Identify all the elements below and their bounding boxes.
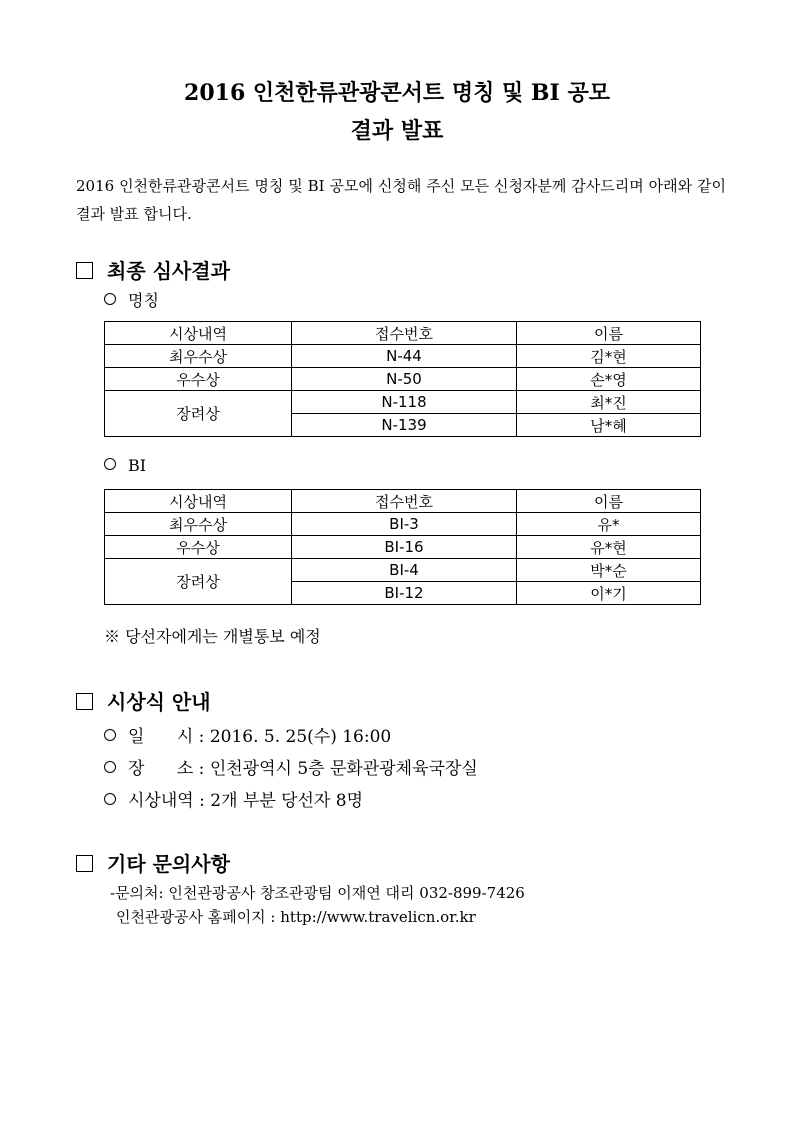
name-cell: 손*영 — [517, 368, 701, 391]
ceremony-place-line: 장 소 : 인천광역시 5층 문화관광체육국장실 — [104, 754, 478, 779]
intro-paragraph: 2016 인천한류관광콘서트 명칭 및 BI 공모에 신청해 주신 모든 신청자분께 감사드리며 아래와 같이 결과 발표 합니다. — [76, 177, 726, 223]
ceremony-date-value: 2016. 5. 25(수) 16:00 — [209, 727, 392, 747]
header-cell: 시상내역 — [105, 322, 292, 345]
table-header-row — [105, 490, 701, 513]
number-cell: N-44 — [292, 345, 517, 368]
section-inquiry — [76, 848, 230, 877]
square-bullet-icon — [76, 855, 93, 872]
table-row — [105, 391, 701, 414]
ceremony-awards-value: 2개 부분 당선자 8명 — [210, 791, 364, 811]
square-bullet-icon — [76, 262, 93, 279]
name-cell: 최*진 — [517, 391, 701, 414]
naming-results-table — [104, 321, 701, 437]
ceremony-awards-label: 시상내역 — [128, 791, 194, 811]
winner-notice: ※ 당선자에게는 개별통보 예정 — [104, 627, 321, 646]
ceremony-place-label: 장 소 — [128, 759, 194, 779]
homepage-line: 인천관광공사 홈페이지 : http://www.travelicn.or.kr — [116, 908, 476, 926]
award-cell: 장려상 — [105, 391, 292, 437]
table-row — [105, 345, 701, 368]
name-cell: 남*혜 — [517, 414, 701, 437]
page-subtitle: 결과 발표 — [350, 118, 444, 144]
name-cell: 유*현 — [517, 536, 701, 559]
table-header-row — [105, 322, 701, 345]
page-title: 2016 인천한류관광콘서트 명칭 및 BI 공모 — [184, 80, 610, 106]
circle-bullet-icon — [104, 729, 116, 741]
award-cell: 최우수상 — [105, 513, 292, 536]
award-cell: 최우수상 — [105, 345, 292, 368]
circle-bullet-icon — [104, 793, 116, 805]
circle-bullet-icon — [104, 761, 116, 773]
number-cell: N-50 — [292, 368, 517, 391]
section-inquiry-title: 기타 문의사항 — [107, 852, 230, 876]
number-cell: BI-12 — [292, 582, 517, 605]
number-cell: BI-3 — [292, 513, 517, 536]
section-results-title: 최종 심사결과 — [107, 259, 230, 283]
table-row — [105, 536, 701, 559]
ceremony-awards-line: 시상내역 : 2개 부분 당선자 8명 — [104, 786, 363, 811]
square-bullet-icon — [76, 693, 93, 710]
contact-line: -문의처: 인천관광공사 창조관광팀 이재연 대리 032-899-7426 — [110, 884, 525, 902]
header-cell: 접수번호 — [292, 322, 517, 345]
name-cell: 김*현 — [517, 345, 701, 368]
table-row — [105, 559, 701, 582]
number-cell: BI-4 — [292, 559, 517, 582]
table-row — [105, 368, 701, 391]
name-cell: 박*순 — [517, 559, 701, 582]
name-cell: 이*기 — [517, 582, 701, 605]
circle-bullet-icon — [104, 458, 116, 470]
number-cell: BI-16 — [292, 536, 517, 559]
subsection-bi-label: BI — [128, 456, 147, 475]
table-row — [105, 513, 701, 536]
ceremony-date-line: 일 시 : 2016. 5. 25(수) 16:00 — [104, 722, 391, 747]
subsection-naming — [104, 288, 159, 311]
award-cell: 우수상 — [105, 368, 292, 391]
award-cell: 우수상 — [105, 536, 292, 559]
header-cell: 이름 — [517, 322, 701, 345]
section-results — [76, 255, 230, 284]
bi-results-table — [104, 489, 701, 605]
subsection-bi — [104, 456, 146, 475]
section-ceremony-title: 시상식 안내 — [107, 690, 211, 714]
award-cell: 장려상 — [105, 559, 292, 605]
number-cell: N-139 — [292, 414, 517, 437]
ceremony-date-label: 일 시 — [128, 727, 194, 747]
header-cell: 이름 — [517, 490, 701, 513]
header-cell: 시상내역 — [105, 490, 292, 513]
subsection-naming-label: 명칭 — [128, 291, 159, 310]
header-cell: 접수번호 — [292, 490, 517, 513]
number-cell: N-118 — [292, 391, 517, 414]
section-ceremony — [76, 686, 211, 715]
ceremony-place-value: 인천광역시 5층 문화관광체육국장실 — [209, 759, 478, 779]
name-cell: 유* — [517, 513, 701, 536]
circle-bullet-icon — [104, 293, 116, 305]
